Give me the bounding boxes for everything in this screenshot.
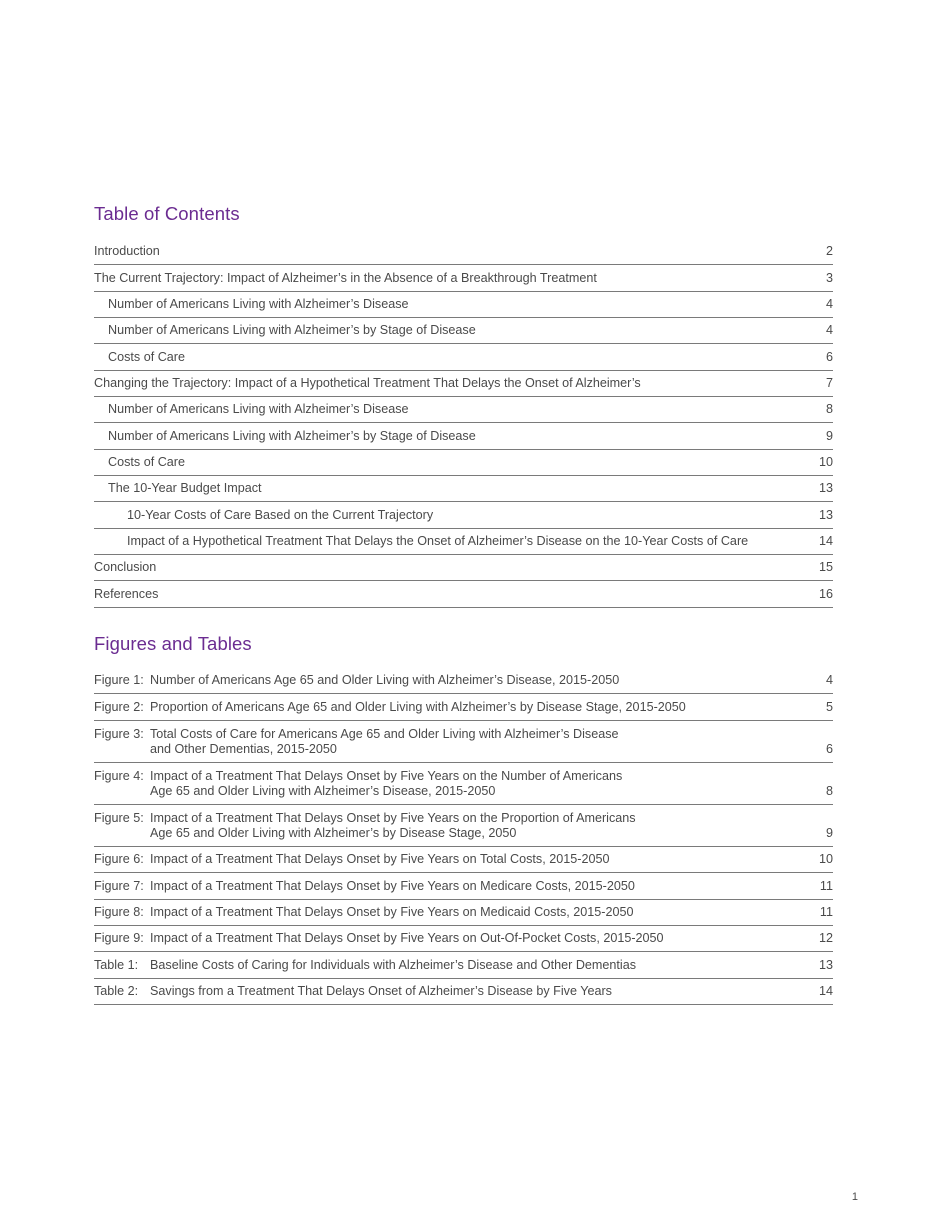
figure-caption: Total Costs of Care for Americans Age 65 and Older Living with Alzheimer’s Disease bbox=[150, 726, 619, 741]
figure-caption: Impact of a Treatment That Delays Onset by Five Years on the Proportion of Americans bbox=[150, 810, 636, 825]
toc-entry-label: Number of Americans Living with Alzheimer’s Disease bbox=[108, 402, 409, 417]
figure-number: Figure 1: bbox=[94, 673, 144, 688]
figure-entry[interactable] bbox=[94, 847, 833, 873]
figure-page: 11 bbox=[819, 904, 833, 919]
figure-caption: Impact of a Treatment That Delays Onset by Five Years on the Number of Americans bbox=[150, 768, 623, 783]
figure-page: 5 bbox=[825, 699, 833, 714]
toc-entry-page: 10 bbox=[818, 455, 833, 470]
toc-entry-label: Introduction bbox=[94, 244, 160, 259]
figure-page: 4 bbox=[825, 673, 833, 688]
toc-entry-label: Conclusion bbox=[94, 560, 157, 575]
toc-entry[interactable] bbox=[94, 239, 833, 265]
figure-caption: Number of Americans Age 65 and Older Living with Alzheimer’s Disease, 2015-2050 bbox=[150, 673, 620, 688]
figure-number: Figure 5: bbox=[94, 810, 144, 825]
toc-entry[interactable] bbox=[94, 397, 833, 423]
toc-entry-page: 4 bbox=[825, 323, 833, 338]
toc-entry[interactable] bbox=[94, 292, 833, 318]
figure-caption: Proportion of Americans Age 65 and Older Living with Alzheimer’s by Disease Stage, 2015-2050 bbox=[150, 699, 686, 714]
toc-entry[interactable] bbox=[94, 529, 833, 555]
figure-page: 9 bbox=[825, 825, 833, 840]
toc-entry-label: Costs of Care bbox=[108, 349, 185, 364]
figure-number: Figure 9: bbox=[94, 931, 144, 946]
table-number: Table 1: bbox=[94, 957, 139, 972]
page-number: 1 bbox=[851, 1191, 858, 1203]
table-page: 13 bbox=[818, 957, 833, 972]
figure-entry[interactable] bbox=[94, 805, 833, 847]
toc-entry-label: Impact of a Hypothetical Treatment That Delays the Onset of Alzheimer’s Disease on the 10-Year Costs of Care bbox=[127, 534, 749, 549]
toc-entry-label: References bbox=[94, 586, 159, 601]
figure-number: Figure 3: bbox=[94, 726, 144, 741]
toc-entry[interactable] bbox=[94, 555, 833, 581]
toc-entry[interactable] bbox=[94, 581, 833, 607]
toc-entry-label: The 10-Year Budget Impact bbox=[108, 481, 262, 496]
figure-number: Figure 4: bbox=[94, 768, 144, 783]
table-number: Table 2: bbox=[94, 984, 139, 999]
figure-entry[interactable] bbox=[94, 721, 833, 763]
toc-entry-page: 2 bbox=[825, 244, 833, 259]
toc-entry[interactable] bbox=[94, 265, 833, 291]
toc-entry[interactable] bbox=[94, 344, 833, 370]
toc-entry[interactable] bbox=[94, 502, 833, 528]
toc-entry-label: The Current Trajectory: Impact of Alzheimer’s in the Absence of a Breakthrough Treatment bbox=[94, 270, 597, 285]
toc-entry-page: 6 bbox=[825, 349, 833, 364]
toc-entry-page: 3 bbox=[825, 270, 833, 285]
toc-entry-page: 14 bbox=[818, 534, 833, 549]
table-caption: Baseline Costs of Caring for Individuals with Alzheimer’s Disease and Other Dementias bbox=[150, 957, 637, 972]
figure-entry[interactable] bbox=[94, 873, 833, 899]
figure-caption-line2: Age 65 and Older Living with Alzheimer’s by Disease Stage, 2050 bbox=[150, 825, 517, 840]
figure-page: 12 bbox=[818, 931, 833, 946]
toc-entry-page: 4 bbox=[825, 297, 833, 312]
figure-number: Figure 8: bbox=[94, 904, 144, 919]
figure-entry[interactable] bbox=[94, 694, 833, 720]
table-page: 14 bbox=[818, 984, 833, 999]
toc-entry[interactable] bbox=[94, 450, 833, 476]
toc-entry-label: Number of Americans Living with Alzheimer’s by Stage of Disease bbox=[108, 428, 476, 443]
toc-entry-label: 10-Year Costs of Care Based on the Current Trajectory bbox=[127, 507, 434, 522]
figures-list bbox=[94, 668, 833, 1005]
figure-entry[interactable] bbox=[94, 900, 833, 926]
toc-entry[interactable] bbox=[94, 476, 833, 502]
toc-entry[interactable] bbox=[94, 371, 833, 397]
toc-entry-page: 9 bbox=[825, 428, 833, 443]
toc-entry-label: Costs of Care bbox=[108, 455, 185, 470]
figure-caption: Impact of a Treatment That Delays Onset by Five Years on Medicare Costs, 2015-2050 bbox=[150, 878, 635, 893]
toc-entry[interactable] bbox=[94, 318, 833, 344]
toc-entry-page: 13 bbox=[818, 507, 833, 522]
figures-heading: Figures and Tables bbox=[94, 633, 252, 654]
toc-entry-page: 16 bbox=[818, 586, 833, 601]
table-entry[interactable] bbox=[94, 952, 833, 978]
figure-number: Figure 2: bbox=[94, 699, 144, 714]
toc-entry-label: Number of Americans Living with Alzheimer’s by Stage of Disease bbox=[108, 323, 476, 338]
figure-caption-line2: Age 65 and Older Living with Alzheimer’s Disease, 2015-2050 bbox=[150, 783, 496, 798]
table-caption: Savings from a Treatment That Delays Onset of Alzheimer’s Disease by Five Years bbox=[150, 984, 612, 999]
toc-entry-page: 8 bbox=[825, 402, 833, 417]
figure-page: 10 bbox=[818, 852, 833, 867]
table-entry[interactable] bbox=[94, 979, 833, 1005]
figure-page: 8 bbox=[825, 783, 833, 798]
toc-entry-page: 15 bbox=[818, 560, 833, 575]
toc-entry-label: Number of Americans Living with Alzheimer’s Disease bbox=[108, 297, 409, 312]
figure-caption: Impact of a Treatment That Delays Onset by Five Years on Out-Of-Pocket Costs, 2015-2050 bbox=[150, 931, 664, 946]
toc-list bbox=[94, 239, 833, 608]
figure-entry[interactable] bbox=[94, 668, 833, 694]
toc-entry-label: Changing the Trajectory: Impact of a Hypothetical Treatment That Delays the Onset of Alzheimer’s bbox=[94, 376, 641, 391]
figure-caption: Impact of a Treatment That Delays Onset by Five Years on Medicaid Costs, 2015-2050 bbox=[150, 904, 634, 919]
figure-entry[interactable] bbox=[94, 926, 833, 952]
figure-caption: Impact of a Treatment That Delays Onset by Five Years on Total Costs, 2015-2050 bbox=[150, 852, 610, 867]
toc-heading: Table of Contents bbox=[94, 203, 240, 224]
figure-number: Figure 7: bbox=[94, 878, 144, 893]
toc-entry[interactable] bbox=[94, 423, 833, 449]
toc-entry-page: 13 bbox=[818, 481, 833, 496]
figure-caption-line2: and Other Dementias, 2015-2050 bbox=[150, 741, 337, 756]
figure-page: 11 bbox=[819, 878, 833, 893]
figure-page: 6 bbox=[825, 741, 833, 756]
figure-number: Figure 6: bbox=[94, 852, 144, 867]
toc-entry-page: 7 bbox=[825, 376, 833, 391]
figure-entry[interactable] bbox=[94, 763, 833, 805]
